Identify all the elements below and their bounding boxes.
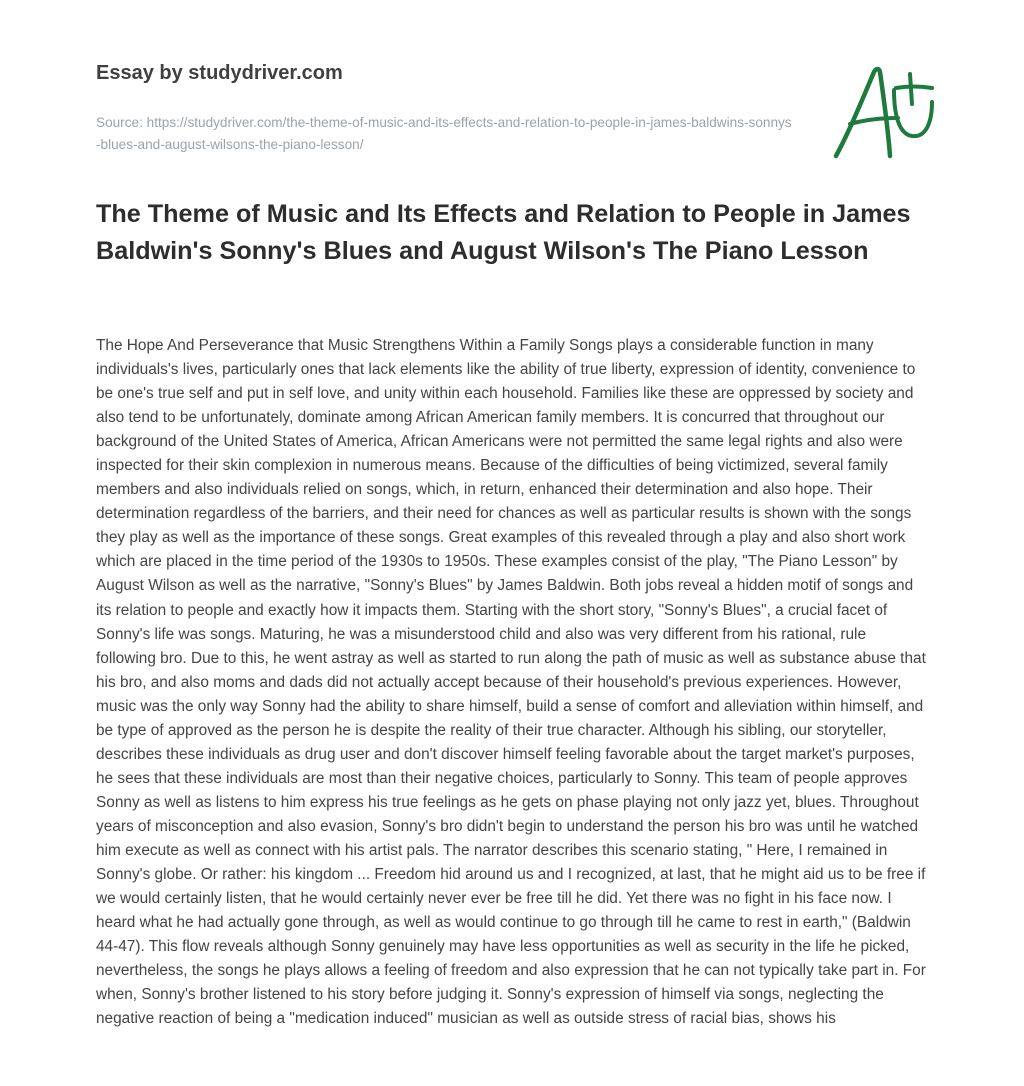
source-link[interactable]: https://studydriver.com/the-theme-of-music-and-its-effects-and-relation-to-people-in-james-baldwins-sonnys-blues-and-august-wilsons-the-piano-lesson/ — [96, 115, 792, 152]
site-brand: Essay by studydriver.com — [96, 62, 343, 84]
source-line — [96, 112, 796, 156]
essay-title: The Theme of Music and Its Effects and Relation to People in James Baldwin's Sonny's Blues and August Wilson's The Piano Lesson — [96, 200, 911, 265]
source-label: Source: — [96, 115, 143, 130]
a-plus-logo-icon — [832, 60, 942, 165]
essay-body: The Hope And Perseverance that Music Strengthens Within a Family Songs plays a considerable function in many individuals's lives, particularly ones that lack elements like the ability of true liberty, expression of identity, convenience to be one's true self and put in self love, and unity within each household. Families like these are oppressed by society and also tend to be unfortunately, dominate among African American family members. It is concurred that throughout our background of the United States of America, African Americans were not permitted the same legal rights and also were inspected for their skin complexion in numerous means. Because of the difficulties of being victimized, several family members and also individuals relied on songs, which, in return, enhanced their determination and also hope. Their determination regardless of the barriers, and their need for chances as well as particular results is shown with the songs they play as well as the importance of these songs. Great examples of this revealed through a play and also short work which are placed in the time period of the 1930s to 1950s. These examples consist of the play, "The Piano Lesson" by August Wilson as well as the narrative, "Sonny's Blues" by James Baldwin. Both jobs reveal a hidden motif of songs and its relation to people and exactly how it impacts them. Starting with the short story, "Sonny's Blues", a crucial facet of Sonny's life was songs. Maturing, he was a misunderstood child and also was very different from his rational, rule following bro. Due to this, he went astray as well as started to run along the path of music as well as substance abuse that his bro, and also moms and dads did not actually accept because of their household's previous experiences. However, music was the only way Sonny had the ability to share himself, build a sense of comfort and alleviation within himself, and be type of approved as the person he is despite the reality of their true character. Although his sibling, our storyteller, describes these individuals as drug user and don't discover himself feeling favorable about the target market's purposes, he sees that these individuals are most than their negative choices, particularly to Sonny. This team of people approves Sonny as well as listens to him express his true feelings as he gets on phase playing not only jazz yet, blues. Throughout years of misconception and also evasion, Sonny's bro didn't begin to understand the person his bro was until he watched him execute as well as connect with his artist pals. The narrator describes this scenario stating, " Here, I remained in Sonny's globe. Or rather: his kingdom ... Freedom hid around us and I recognized, at last, that he might aid us to be free if we would certainly listen, that he would certainly never ever be free till he did. Yet there was no fight in his face now. I heard what he had actually gone through, as well as would continue to go through till he came to rest in earth," (Baldwin 44-47). This flow reveals although Sonny genuinely may have less opportunities as well as security in the life he picked, nevertheless, the songs he plays allows a feeling of freedom and also expression that he can not typically take part in. For when, Sonny's brother listened to his story before judging it. Sonny's expression of himself via songs, neglecting the negative reaction of being a "medication induced" musician as well as outside stress of racial bias, shows his — [96, 337, 926, 1028]
